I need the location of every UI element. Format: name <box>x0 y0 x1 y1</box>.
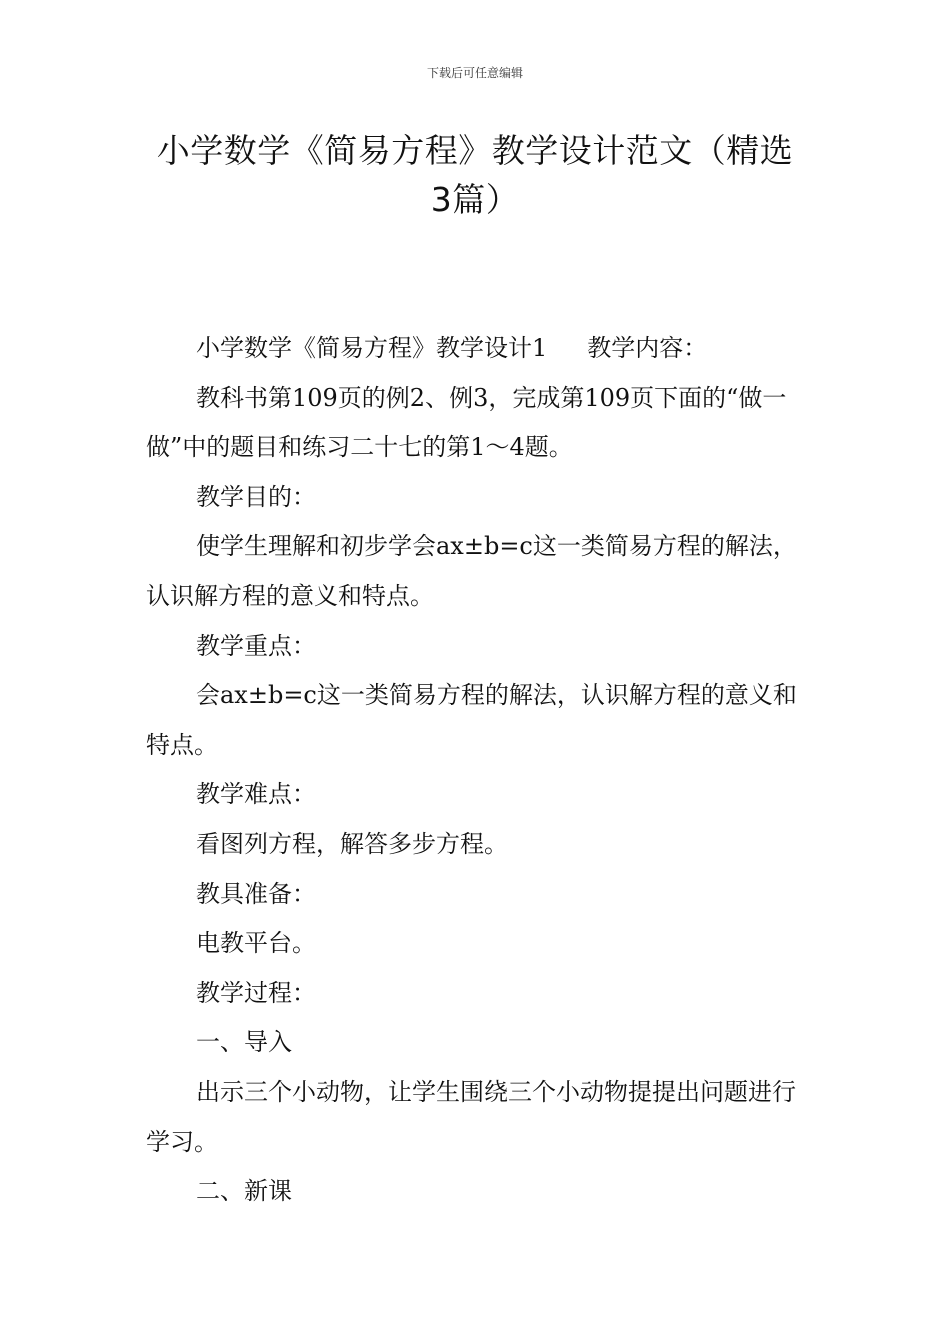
paragraph-text: 小学数学《简易方程》教学设计1 <box>196 334 548 362</box>
section-heading: 教具准备： <box>196 879 316 908</box>
paragraph-tail: 教学内容： <box>587 334 708 362</box>
subsection-heading: 一、导入 <box>196 1028 292 1057</box>
paragraph: 使学生理解和初步学会ax±b=c这一类简易方程的解法，认识解方程的意义和特点。 <box>146 532 797 610</box>
document-body <box>146 324 812 1217</box>
paragraph-design-heading <box>146 324 812 374</box>
paragraph: 出示三个小动物，让学生围绕三个小动物提提出问题进行学习。 <box>146 1077 796 1156</box>
document-title: 小学数学《简易方程》教学设计范文（精选3篇） <box>156 131 794 219</box>
paragraph: 看图列方程，解答多步方程。 <box>196 829 508 858</box>
section-heading: 教学目的： <box>196 482 316 511</box>
section-heading: 教学重点： <box>196 631 316 660</box>
paragraph: 电教平台。 <box>196 929 316 958</box>
paragraph: 教科书第109页的例2、例3，完成第109页下面的“做一做”中的题目和练习二十七的第1～4题。 <box>146 383 787 462</box>
paragraph: 会ax±b=c这一类简易方程的解法，认识解方程的意义和特点。 <box>146 681 797 759</box>
subsection-heading: 二、新课 <box>196 1177 292 1206</box>
section-heading: 教学难点： <box>196 780 316 809</box>
header-note: 下载后可任意编辑 <box>426 66 523 80</box>
section-heading: 教学过程： <box>196 978 316 1007</box>
